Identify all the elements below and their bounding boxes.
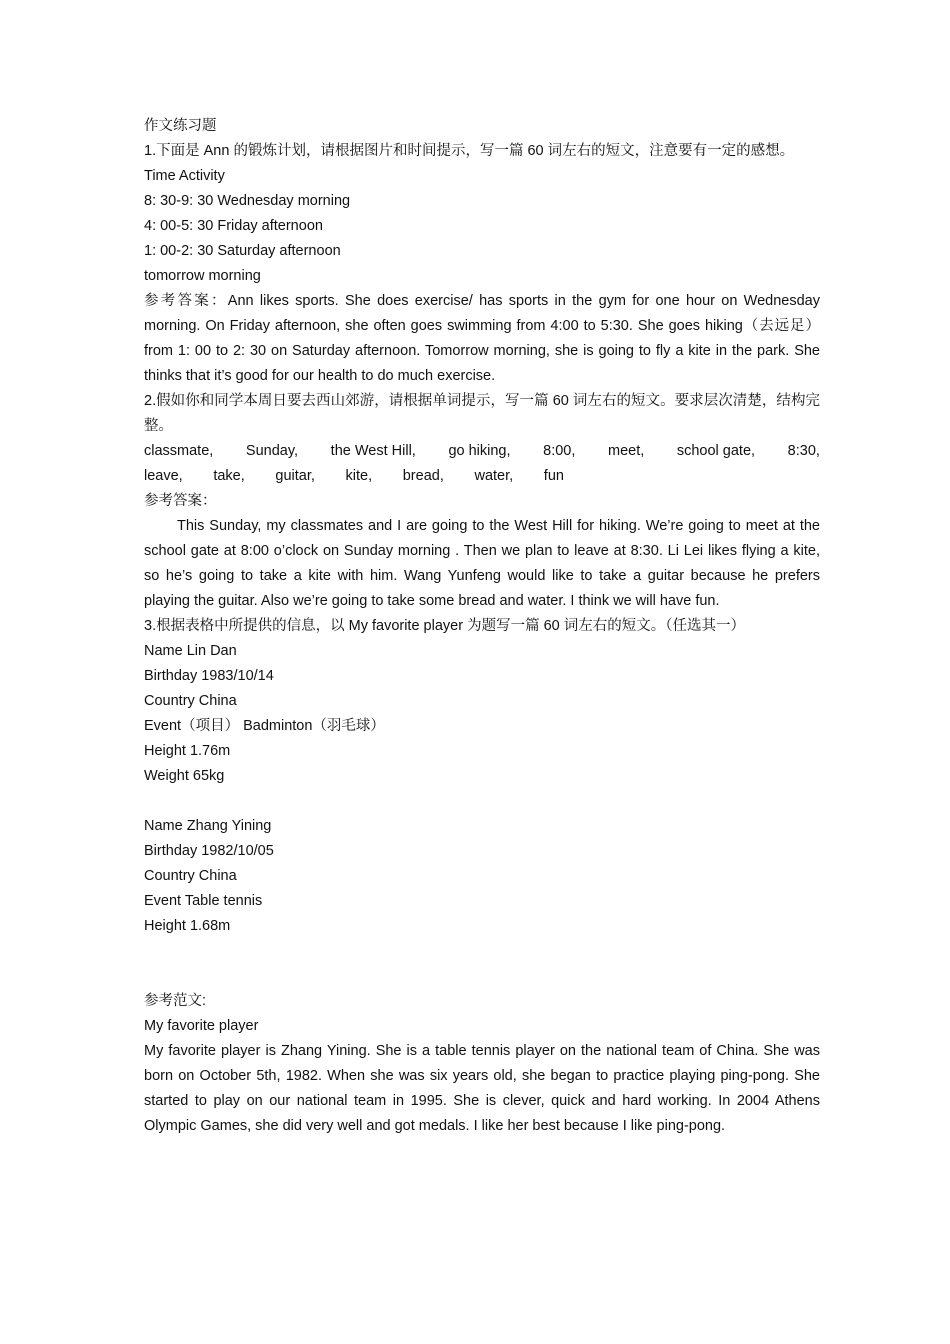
hint-word: school gate, [676,443,756,459]
hint-word: 8:30, [787,443,820,459]
player2-field: Event Table tennis [144,893,263,909]
q1-table-row: 4: 00-5: 30 Friday afternoon [144,218,323,234]
q2-answer-label: 参考答案： [144,493,217,509]
hint-word: the West Hill, [330,443,416,459]
hint-word: classmate, [144,443,214,459]
player2-field: Birthday 1982/10/05 [144,843,274,859]
q1-table-header: Time Activity [144,168,225,184]
hint-word: water, [474,468,514,484]
spacer [144,939,820,964]
spacer [144,964,820,989]
sample-title: My favorite player [144,1018,259,1034]
spacer [144,789,820,814]
player1-field: Height 1.76m [144,743,231,759]
player2-field: Height 1.68m [144,918,231,934]
sample-label: 参考范文: [144,993,207,1009]
player2-field: Name Zhang Yining [144,818,272,834]
hint-word: kite, [345,468,373,484]
q1-table-row: 1: 00-2: 30 Saturday afternoon [144,243,341,259]
hint-word: guitar, [275,468,315,484]
hint-word: fun [543,468,564,484]
player1-field: Event（项目） Badminton（羽毛球） [144,718,385,734]
hint-word: Sunday, [245,443,299,459]
hint-word: meet, [607,443,645,459]
hint-word: go hiking, [448,443,511,459]
q1-answer: 参考答案：Ann likes sports. She does exercise/ has sports in the gym for one hour on Wednesday morning. On Friday afternoon, she often goes swimming from 4:00 to 5:30. She goes hiking（去远足） from 1: 00 to 2: 30 on Saturday afternoon. Tomorrow morning, she is going to fly a kite in the park. She thinks that it’s good for our health to do much exercise. [144,293,820,384]
hint-word: bread, [402,468,444,484]
q2-prompt: 2.假如你和同学本周日要去西山郊游，请根据单词提示，写一篇 60 词左右的短文。要求层次清楚，结构完整。 [144,393,820,434]
doc-title: 作文练习题 [144,118,217,134]
player2-field: Country China [144,868,237,884]
player1-field: Name Lin Dan [144,643,237,659]
document-page [144,114,820,1139]
player1-field: Country China [144,693,237,709]
q1-table-row: tomorrow morning [144,268,261,284]
q2-hints-row [144,464,564,489]
q1-table-row: 8: 30-9: 30 Wednesday morning [144,193,351,209]
hint-word: 8:00, [543,443,576,459]
hint-word: leave, [144,468,183,484]
hint-word: take, [213,468,245,484]
q3-prompt: 3.根据表格中所提供的信息，以 My favorite player 为题写一篇 60 词左右的短文。（任选其一） [144,618,746,634]
player1-field: Weight 65kg [144,768,225,784]
q2-hints-row [144,439,820,464]
q2-answer: This Sunday, my classmates and I are going to the West Hill for hiking. We’re going to meet at the school gate at 8:00 o’clock on Sunday morning . Then we plan to leave at 8:30. Li Lei likes flying a kite, so he’s going to take a kite with him. Wang Yunfeng would like to take a guitar because he prefers playing the guitar. Also we’re going to take some bread and water. I think we will have fun. [144,518,820,609]
player1-field: Birthday 1983/10/14 [144,668,274,684]
sample-text: My favorite player is Zhang Yining. She is a table tennis player on the national team of China. She was born on October 5th, 1982. When she was six years old, she began to practice playing ping-pong. She started to play on our national team in 1995. She is clever, quick and hard working. In 2004 Athens Olympic Games, she did very well and got medals. I like her best because I like ping-pong. [144,1043,820,1134]
q1-prompt: 1.下面是 Ann 的锻炼计划，请根据图片和时间提示，写一篇 60 词左右的短文，注意要有一定的感想。 [144,143,795,159]
